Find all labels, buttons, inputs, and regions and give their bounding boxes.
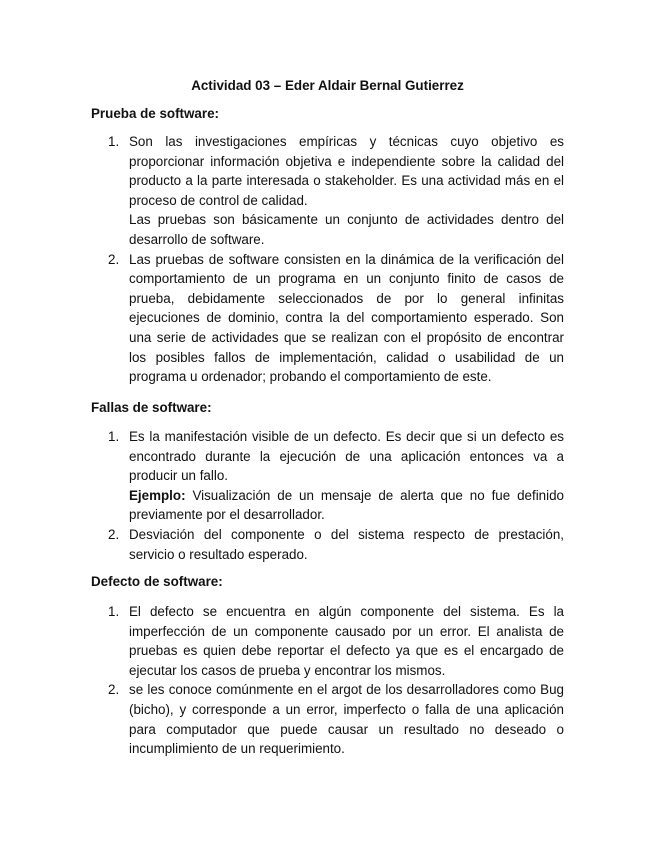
paragraph: Es la manifestación visible de un defecto. Es decir que si un defecto es encontrado durante la ejecución de una aplicación entonces va a producir un fallo. — [129, 429, 564, 484]
paragraph: Las pruebas de software consisten en la dinámica de la verificación del comportamiento de un programa en un conjunto finito de casos de prueba, debidamente seleccionados de por lo general infinitas ejecuciones de dominio, contra la del comportamiento esperado. Son una serie de actividades que se realizan con el propósito de encontrar los posibles fallos de implementación, calidad o usabilidad de un programa u ordenador; probando el comportamiento de este. — [129, 251, 564, 385]
section-heading-defecto: Defecto de software: — [91, 574, 223, 589]
list-item-number: 2. — [108, 526, 120, 542]
list-item — [91, 680, 564, 758]
list-item — [91, 427, 564, 525]
list-item-number: 2. — [108, 682, 120, 698]
section-heading-fallas: Fallas de software: — [91, 400, 212, 415]
list-item — [91, 602, 564, 680]
list-item — [91, 250, 564, 387]
paragraph: El defecto se encuentra en algún componente del sistema. Es la imperfección de un componente causado por un error. El analista de pruebas es quien debe reportar el defecto ya que es el encargado de ejecutar los casos de prueba y encontrar los mismos. — [129, 604, 564, 678]
document-title: Actividad 03 – Eder Aldair Bernal Gutierrez — [191, 78, 464, 93]
example-label: Ejemplo: — [129, 487, 186, 503]
example-paragraph — [129, 486, 564, 525]
paragraph: Son las investigaciones empíricas y técnicas cuyo objetivo es proporcionar información objetiva e independiente sobre la calidad del producto a la parte interesada o stakeholder. Es una actividad más en el proceso de control de calidad. — [129, 134, 564, 208]
list-item-number: 1. — [108, 604, 120, 619]
list-item-number: 1. — [108, 134, 120, 149]
list-item — [91, 132, 564, 250]
list-fallas — [91, 427, 564, 564]
list-prueba — [91, 132, 564, 387]
list-item — [91, 525, 564, 564]
list-defecto — [91, 602, 564, 759]
list-item-number: 1. — [108, 429, 120, 444]
paragraph: Desviación del componente o del sistema respecto de prestación, servicio o resultado esperado. — [129, 526, 564, 562]
paragraph: se les conoce comúnmente en el argot de los desarrolladores como Bug (bicho), y corresponde a un error, imperfecto o falla de una aplicación para computador que puede causar un resultado no deseado o incumplimiento de un requerimiento. — [129, 682, 564, 757]
section-heading-prueba: Prueba de software: — [91, 106, 219, 121]
paragraph: Las pruebas son básicamente un conjunto de actividades dentro del desarrollo de software. — [129, 212, 564, 247]
list-item-number: 2. — [108, 251, 120, 267]
example-text: Visualización de un mensaje de alerta que no fue definido previamente por el desarrollador. — [129, 487, 564, 523]
